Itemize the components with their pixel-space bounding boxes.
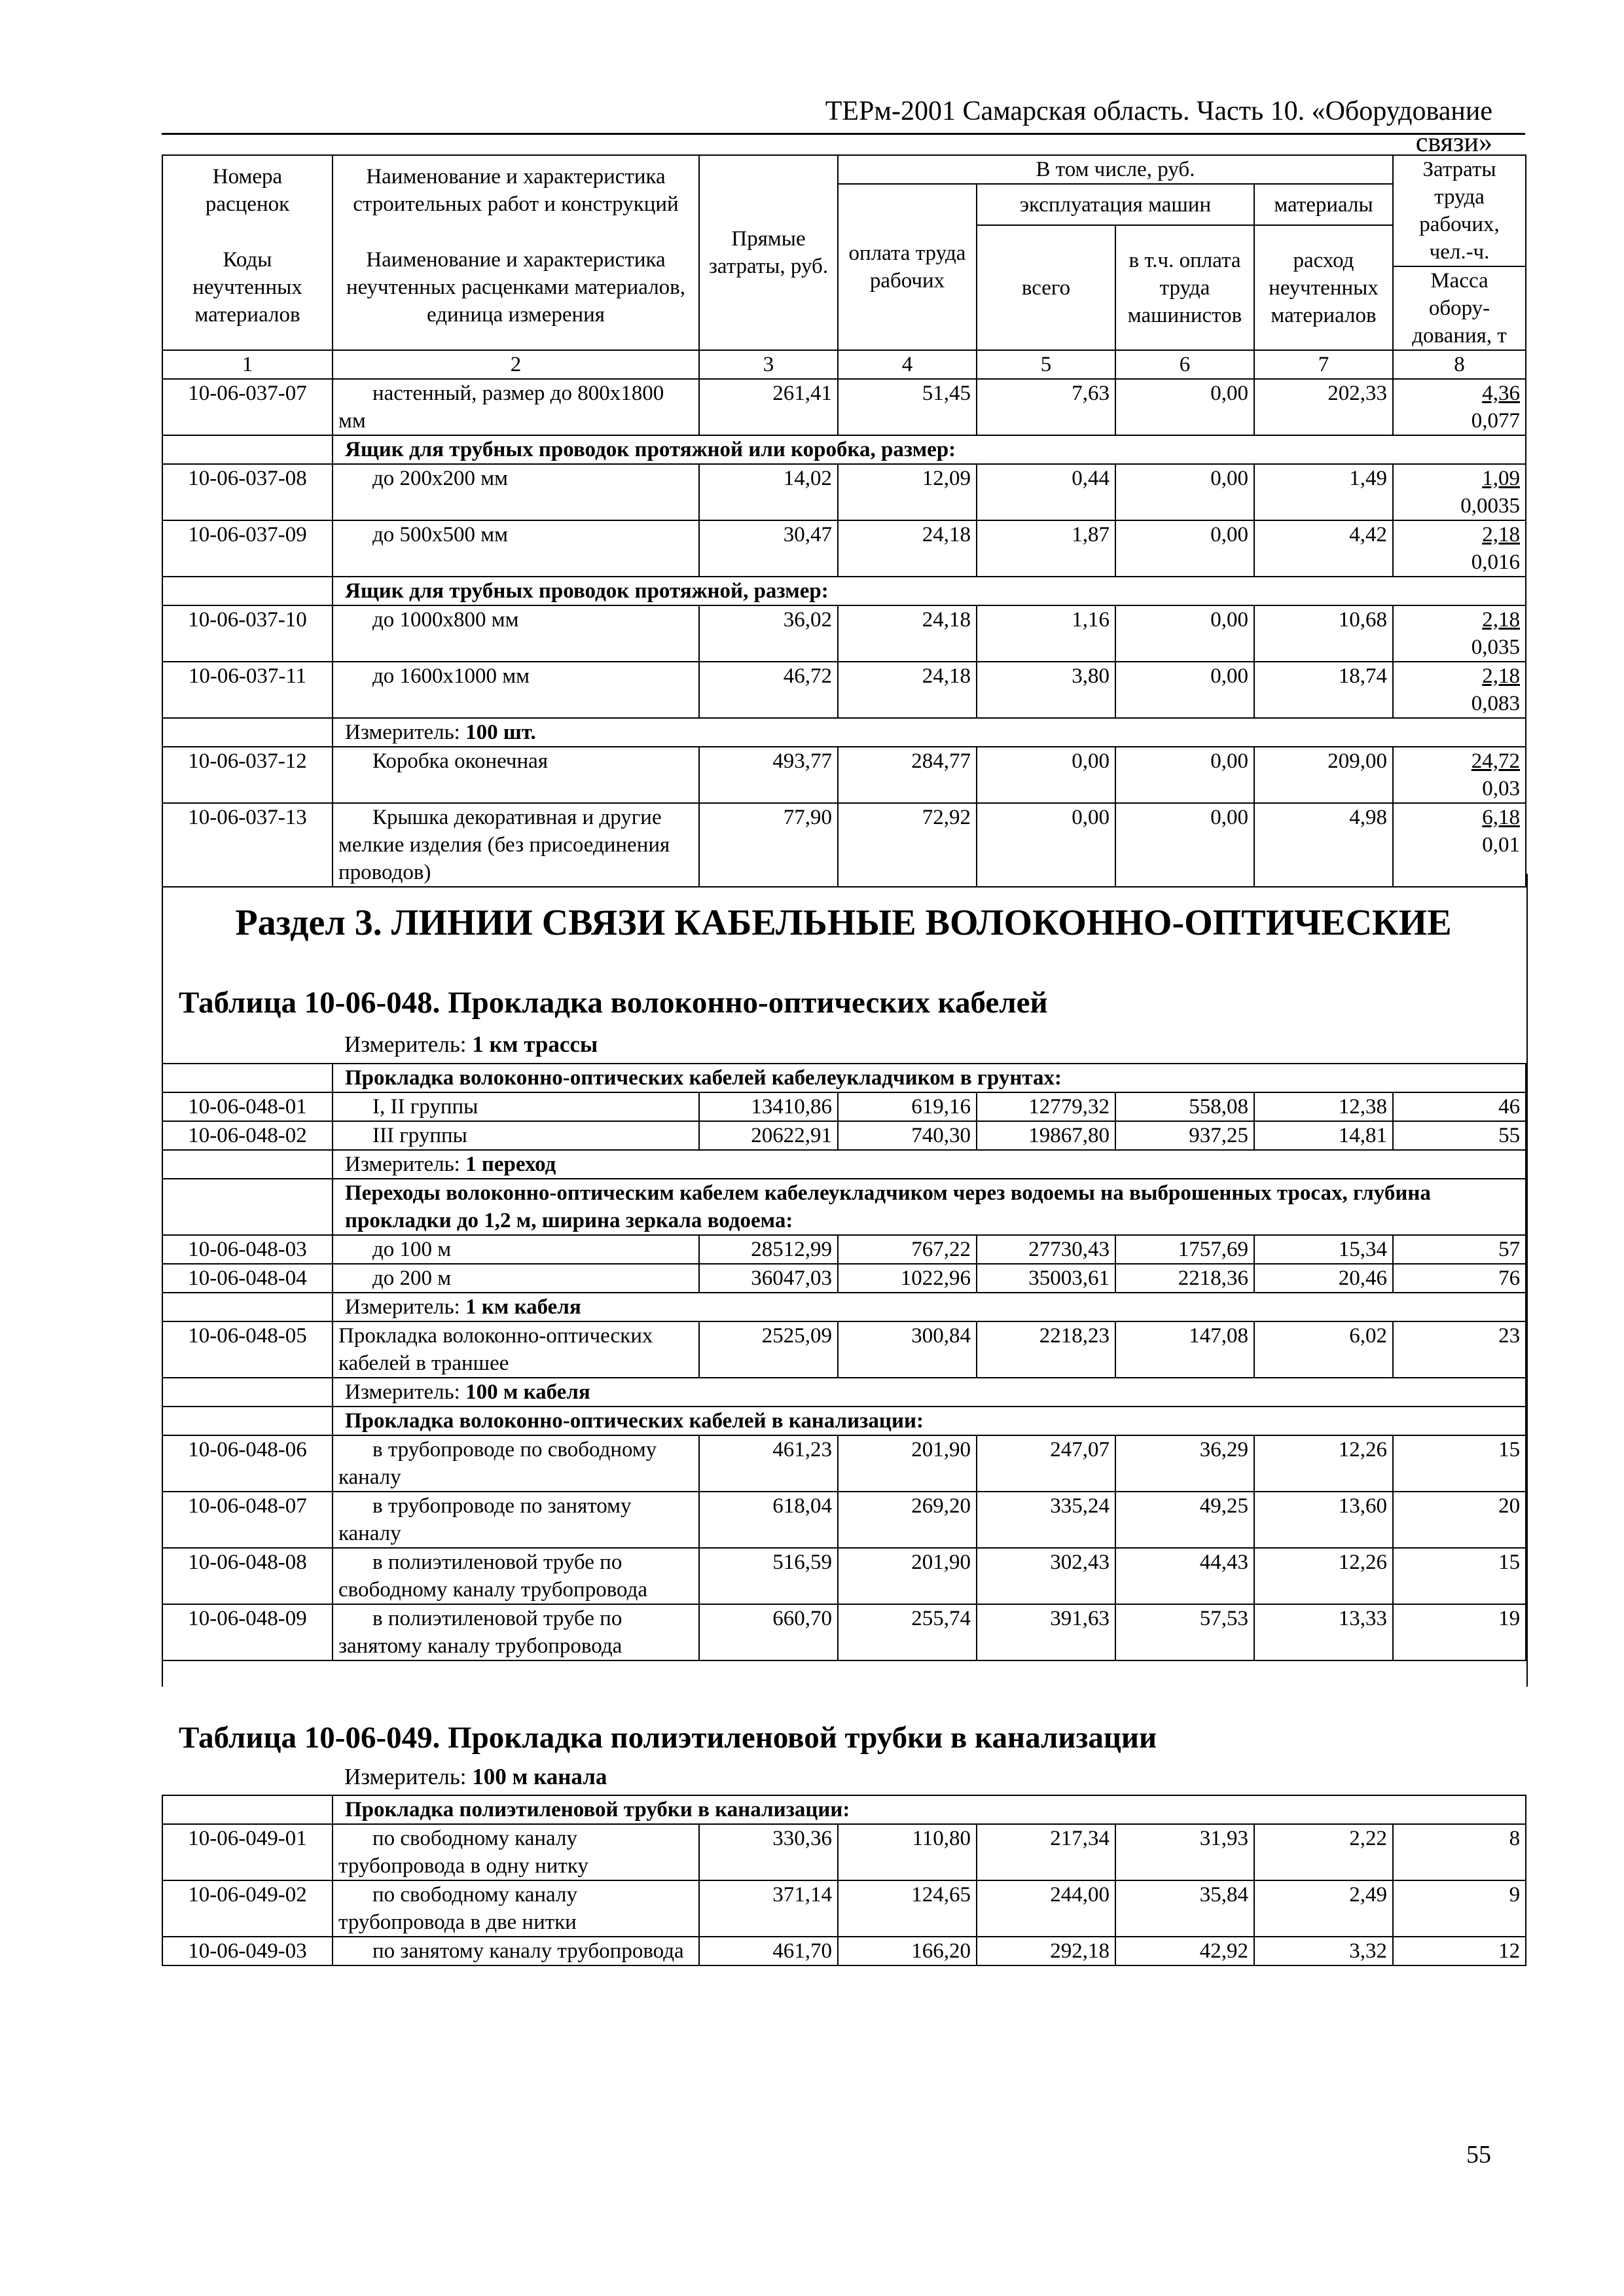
subheading-row [162,435,1526,464]
rate-value: 0,00 [1115,520,1254,577]
rate-value: 1,16 [977,605,1115,662]
rate-value: 4,42 [1254,520,1393,577]
rate-value: 2,22 [1254,1824,1393,1880]
rate-value: 619,16 [838,1092,977,1121]
rate-value: 330,36 [699,1824,838,1880]
labor-cell: 15 [1393,1435,1526,1492]
rate-value: 13410,86 [699,1092,838,1121]
measure-row [162,1293,1526,1321]
rate-value: 36,02 [699,605,838,662]
rate-value: 44,43 [1115,1548,1254,1604]
measure-value: 1 переход [465,1153,556,1176]
mass-value: 0,035 [1471,636,1521,659]
rate-value: 2218,23 [977,1321,1115,1378]
page-number: 55 [1466,2141,1491,2168]
rate-name: до 100 м [333,1235,699,1264]
rate-row [162,1937,1526,1965]
mass-value: 0,016 [1471,550,1521,574]
rate-code: 10-06-048-07 [162,1492,333,1548]
rate-row [162,1492,1526,1548]
rate-value: 12,26 [1254,1435,1393,1492]
blank-cell [162,1064,333,1092]
rate-value: 767,22 [838,1235,977,1264]
rate-value: 124,65 [838,1880,977,1937]
rate-value: 284,77 [838,747,977,803]
labor-cell: 55 [1393,1121,1526,1150]
labor-cell [1393,605,1526,662]
rate-value: 12779,32 [977,1092,1115,1121]
rate-value: 244,00 [977,1880,1115,1937]
column-number: 8 [1393,350,1526,379]
labor-cell: 23 [1393,1321,1526,1378]
rate-code: 10-06-049-03 [162,1937,333,1965]
col-incl: В том числе, руб. [838,155,1393,184]
measure-value: 100 шт. [465,721,536,744]
rate-value: 57,53 [1115,1604,1254,1660]
rate-value: 0,00 [1115,747,1254,803]
labor-cell [1393,520,1526,577]
rate-value: 302,43 [977,1548,1115,1604]
subheading-row [162,577,1526,605]
labor-value: 1,09 [1482,467,1521,490]
rate-value: 6,02 [1254,1321,1393,1378]
rate-name: Прокладка волоконно-оптических кабелей в траншее [333,1321,699,1378]
rate-value: 558,08 [1115,1092,1254,1121]
rate-value: 0,00 [977,747,1115,803]
subheading: Ящик для трубных проводок протяжной, размер: [333,577,1526,605]
rate-value: 618,04 [699,1492,838,1548]
blank-cell [162,1378,333,1407]
measure-label: Измеритель: [345,721,460,744]
labor-value: 2,18 [1482,523,1521,547]
table-048-title: Таблица 10-06-048. Прокладка волоконно-оптических кабелей [179,986,1048,1020]
rate-value: 14,02 [699,464,838,520]
col-num-bottom: Коды неучтенных материалов [162,225,333,350]
blank-cell [162,718,333,747]
rate-value: 0,00 [1115,379,1254,435]
column-numbers-row [162,350,1526,379]
rate-row [162,520,1526,577]
table-049-title: Таблица 10-06-049. Прокладка полиэтиленовой трубки в канализации [179,1721,1157,1755]
rate-value: 110,80 [838,1824,977,1880]
rate-name: до 1000х800 мм [333,605,699,662]
labor-value: 6,18 [1482,806,1521,829]
rate-value: 24,18 [838,520,977,577]
rate-value: 4,98 [1254,803,1393,887]
rate-value: 15,34 [1254,1235,1393,1264]
rate-code: 10-06-037-08 [162,464,333,520]
labor-cell: 19 [1393,1604,1526,1660]
rate-value: 1757,69 [1115,1235,1254,1264]
col-machines: эксплуатация машин [977,184,1254,225]
header-rule [162,133,1525,135]
measure-cell [333,718,1526,747]
labor-cell: 8 [1393,1824,1526,1880]
rate-value: 461,70 [699,1937,838,1965]
rate-value: 14,81 [1254,1121,1393,1150]
labor-cell: 76 [1393,1264,1526,1293]
rate-code: 10-06-037-13 [162,803,333,887]
col-name-bottom: Наименование и характеристика неучтенных расценками материалов, единица измерения [333,225,699,350]
column-number: 1 [162,350,333,379]
blank-cell [162,1150,333,1179]
rate-code: 10-06-048-08 [162,1548,333,1604]
subheading: Прокладка полиэтиленовой трубки в канализации: [333,1795,1526,1824]
rate-value: 269,20 [838,1492,977,1548]
rate-value: 0,44 [977,464,1115,520]
rate-value: 391,63 [977,1604,1115,1660]
column-number: 4 [838,350,977,379]
rate-value: 51,45 [838,379,977,435]
running-header: ТЕРм-2001 Самарская область. Часть 10. «Оборудование связи» [825,96,1492,158]
rate-code: 10-06-037-11 [162,662,333,718]
rate-value: 19867,80 [977,1121,1115,1150]
measure-row [162,1378,1526,1407]
rate-name: до 200 м [333,1264,699,1293]
rate-value: 255,74 [838,1604,977,1660]
measure-cell [333,1378,1526,1407]
labor-cell [1393,464,1526,520]
rate-value: 30,47 [699,520,838,577]
blank-cell [162,577,333,605]
rate-value: 660,70 [699,1604,838,1660]
rate-name: до 200х200 мм [333,464,699,520]
rate-code: 10-06-048-09 [162,1604,333,1660]
labor-value: 2,18 [1482,608,1521,632]
rate-code: 10-06-037-07 [162,379,333,435]
rate-value: 35003,61 [977,1264,1115,1293]
column-number: 3 [699,350,838,379]
rate-name: до 500х500 мм [333,520,699,577]
labor-cell [1393,379,1526,435]
rate-code: 10-06-048-02 [162,1121,333,1150]
rate-value: 1,49 [1254,464,1393,520]
column-number: 2 [333,350,699,379]
rate-row [162,662,1526,718]
rate-row [162,379,1526,435]
blank-cell [162,1293,333,1321]
measure-label: Измеритель: [345,1153,460,1176]
rate-value: 292,18 [977,1937,1115,1965]
rate-row [162,1604,1526,1660]
rate-value: 24,18 [838,662,977,718]
rate-value: 0,00 [1115,803,1254,887]
rate-name: Крышка декоративная и другие мелкие изделия (без присоединения проводов) [333,803,699,887]
column-number: 6 [1115,350,1254,379]
col-total: всего [977,225,1115,350]
rate-value: 300,84 [838,1321,977,1378]
rate-name: III группы [333,1121,699,1150]
labor-cell: 57 [1393,1235,1526,1264]
rate-name: по свободному каналу трубопровода в одну нитку [333,1824,699,1880]
blank-cell [162,435,333,464]
mass-value: 0,077 [1471,409,1521,433]
rate-row [162,605,1526,662]
rate-value: 13,60 [1254,1492,1393,1548]
col-direct: Прямые затраты, руб. [699,155,838,350]
rate-row [162,1824,1526,1880]
column-number: 5 [977,350,1115,379]
measure-cell [333,1150,1526,1179]
mass-value: 0,083 [1471,692,1521,715]
labor-cell [1393,747,1526,803]
column-number: 7 [1254,350,1393,379]
rate-value: 1022,96 [838,1264,977,1293]
subheading: Переходы волоконно-оптическим кабелем кабелеукладчиком через водоемы на выброшенных тросах, глубина прокладки до 1,2 м, ширина зеркала водоема: [333,1179,1526,1235]
blank-cell [162,1407,333,1435]
rate-value: 0,00 [1115,662,1254,718]
mass-value: 0,01 [1482,833,1521,857]
rate-value: 201,90 [838,1435,977,1492]
rate-value: 20,46 [1254,1264,1393,1293]
rate-value: 1,87 [977,520,1115,577]
rate-value: 3,32 [1254,1937,1393,1965]
measure-label: Измеритель: [345,1380,460,1404]
rate-name: настенный, размер до 800х1800 мм [333,379,699,435]
rate-value: 261,41 [699,379,838,435]
table-049-measure: Измеритель: 100 м канала [344,1764,607,1789]
subheading: Ящик для трубных проводок протяжной или коробка, размер: [333,435,1526,464]
rates-table-049 [162,1795,1526,1966]
rate-value: 49,25 [1115,1492,1254,1548]
rate-row [162,1264,1526,1293]
rate-value: 2218,36 [1115,1264,1254,1293]
rate-value: 371,14 [699,1880,838,1937]
rate-value: 13,33 [1254,1604,1393,1660]
rate-value: 28512,99 [699,1235,838,1264]
rate-row [162,1880,1526,1937]
labor-cell: 46 [1393,1092,1526,1121]
subheading-row [162,1064,1526,1092]
rate-value: 166,20 [838,1937,977,1965]
rate-value: 740,30 [838,1121,977,1150]
rate-value: 0,00 [1115,605,1254,662]
blank-cell [162,1179,333,1235]
measure-row [162,1150,1526,1179]
rate-row [162,1321,1526,1378]
col-unaccounted: расход неучтенных материалов [1254,225,1393,350]
rate-row [162,1435,1526,1492]
col-mass: Масса обору-дования, т [1393,266,1526,350]
rate-code: 10-06-048-03 [162,1235,333,1264]
rate-value: 202,33 [1254,379,1393,435]
labor-cell: 12 [1393,1937,1526,1965]
rate-name: в трубопроводе по свободному каналу [333,1435,699,1492]
rate-name: в полиэтиленовой трубе по свободному каналу трубопровода [333,1548,699,1604]
rate-value: 27730,43 [977,1235,1115,1264]
rate-value: 3,80 [977,662,1115,718]
rate-value: 7,63 [977,379,1115,435]
rate-value: 12,09 [838,464,977,520]
rate-value: 247,07 [977,1435,1115,1492]
subheading-row [162,1407,1526,1435]
rate-code: 10-06-049-01 [162,1824,333,1880]
labor-value: 24,72 [1471,749,1521,773]
rate-value: 461,23 [699,1435,838,1492]
rate-value: 335,24 [977,1492,1115,1548]
rates-table-037 [162,154,1526,888]
subheading: Прокладка волоконно-оптических кабелей кабелеукладчиком в грунтах: [333,1064,1526,1092]
rate-value: 46,72 [699,662,838,718]
rate-value: 0,00 [977,803,1115,887]
col-operators: в т.ч. оплата труда машинистов [1115,225,1254,350]
rate-code: 10-06-048-05 [162,1321,333,1378]
rate-code: 10-06-048-04 [162,1264,333,1293]
measure-value: 100 м кабеля [465,1380,590,1404]
rate-code: 10-06-037-09 [162,520,333,577]
rate-code: 10-06-049-02 [162,1880,333,1937]
rate-name: по занятому каналу трубопровода [333,1937,699,1965]
rate-value: 12,38 [1254,1092,1393,1121]
measure-row [162,718,1526,747]
rate-row [162,1235,1526,1264]
rate-value: 493,77 [699,747,838,803]
rate-row [162,1121,1526,1150]
rate-name: по свободному каналу трубопровода в две нитки [333,1880,699,1937]
rate-value: 201,90 [838,1548,977,1604]
rate-value: 35,84 [1115,1880,1254,1937]
col-wages: оплата труда рабочих [838,184,977,350]
subheading-row [162,1179,1526,1235]
rate-name: в полиэтиленовой трубе по занятому каналу трубопровода [333,1604,699,1660]
mass-value: 0,0035 [1460,494,1521,518]
rate-value: 18,74 [1254,662,1393,718]
rate-code: 10-06-037-10 [162,605,333,662]
col-num-top: Номера расценок [162,155,333,225]
rate-name: до 1600х1000 мм [333,662,699,718]
subheading-row [162,1795,1526,1824]
table-048-measure: Измеритель: 1 км трассы [344,1031,598,1057]
measure-value: 1 км кабеля [465,1295,581,1319]
rate-value: 217,34 [977,1824,1115,1880]
rate-row [162,1548,1526,1604]
rate-value: 31,93 [1115,1824,1254,1880]
rate-value: 2,49 [1254,1880,1393,1937]
rate-row [162,464,1526,520]
labor-value: 4,36 [1482,382,1521,405]
rate-value: 77,90 [699,803,838,887]
rate-value: 36047,03 [699,1264,838,1293]
labor-value: 2,18 [1482,664,1521,688]
rate-value: 72,92 [838,803,977,887]
measure-cell [333,1293,1526,1321]
rate-row [162,1092,1526,1121]
subheading: Прокладка волоконно-оптических кабелей в канализации: [333,1407,1526,1435]
rate-value: 24,18 [838,605,977,662]
rate-value: 147,08 [1115,1321,1254,1378]
rate-value: 10,68 [1254,605,1393,662]
rate-value: 209,00 [1254,747,1393,803]
rates-table-048 [162,1063,1526,1661]
labor-cell: 20 [1393,1492,1526,1548]
rate-row [162,747,1526,803]
rate-code: 10-06-048-01 [162,1092,333,1121]
rate-code: 10-06-048-06 [162,1435,333,1492]
col-materials: материалы [1254,184,1393,225]
labor-cell: 9 [1393,1880,1526,1937]
rate-value: 36,29 [1115,1435,1254,1492]
rate-value: 12,26 [1254,1548,1393,1604]
rate-value: 42,92 [1115,1937,1254,1965]
rate-name: I, II группы [333,1092,699,1121]
mass-value: 0,03 [1482,777,1521,800]
section-title: Раздел 3. ЛИНИИ СВЯЗИ КАБЕЛЬНЫЕ ВОЛОКОННО-ОПТИЧЕСКИЕ [235,903,1452,943]
labor-cell [1393,662,1526,718]
labor-cell: 15 [1393,1548,1526,1604]
measure-label: Измеритель: [345,1295,460,1319]
rate-value: 2525,09 [699,1321,838,1378]
rate-value: 0,00 [1115,464,1254,520]
rate-code: 10-06-037-12 [162,747,333,803]
rate-name: Коробка оконечная [333,747,699,803]
rate-value: 516,59 [699,1548,838,1604]
rate-name: в трубопроводе по занятому каналу [333,1492,699,1548]
blank-cell [162,1795,333,1824]
col-labor: Затраты труда рабочих, чел.-ч. [1393,155,1526,266]
col-name-top: Наименование и характеристика строительных работ и конструкций [333,155,699,225]
rate-value: 20622,91 [699,1121,838,1150]
rate-value: 937,25 [1115,1121,1254,1150]
